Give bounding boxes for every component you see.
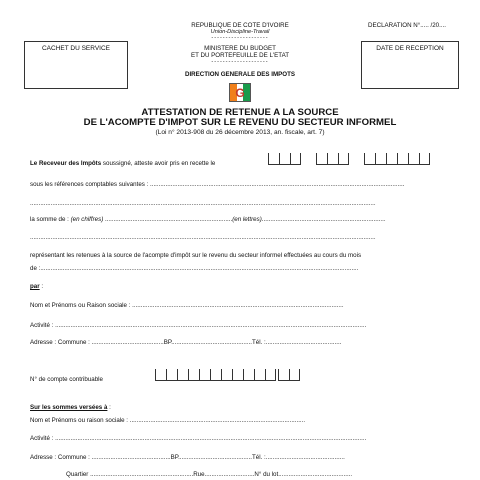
receveur-rest: soussigné, atteste avoir pris en recette le <box>101 160 216 167</box>
cachet-du-service-box <box>24 41 128 89</box>
date-day-cells[interactable] <box>268 153 301 165</box>
motto: Union-Discipline-Travail <box>210 29 270 35</box>
retenues-month-line[interactable]: de :......................................................................................................................................................................................... <box>30 265 359 272</box>
par-label-line <box>30 283 43 290</box>
ministry-line1: MINISTERE DU BUDGET <box>204 45 276 52</box>
date-month-cells[interactable] <box>316 153 349 165</box>
date-reception-box <box>361 41 459 89</box>
date-year-cells[interactable] <box>364 153 430 165</box>
adresse-field[interactable]: Adresse : Commune : ..........................................BP...............................................Tél. :............................................ <box>30 339 342 346</box>
cachet-label: CACHET DU SERVICE <box>41 45 111 52</box>
somme-line[interactable] <box>30 216 386 223</box>
par-label: par <box>30 283 40 290</box>
svg-text:G: G <box>235 86 245 100</box>
dgi-logo-icon <box>229 83 251 102</box>
law-reference: (Loi n° 2013-908 du 26 décembre 2013, an. fiscale, art. 7) <box>155 129 325 136</box>
separator-dashes: -------------------- <box>211 35 269 41</box>
receveur-line <box>30 160 215 167</box>
quartier-field[interactable]: Quartier ............................................................Rue.............................N° du lot........................................... <box>66 471 353 478</box>
sommes-colon: : <box>107 404 111 411</box>
par-colon: : <box>39 283 44 290</box>
somme-lettres: (en lettres) <box>232 216 262 223</box>
sommes-versees-line <box>30 404 111 411</box>
separator-dashes-2: -------------------- <box>211 59 269 65</box>
activite-field[interactable]: Activité : ..................................................................................................................................................................................... <box>30 322 367 329</box>
direction-title: DIRECTION GENERALE DES IMPOTS <box>184 71 295 78</box>
compte-contribuable-key-cells[interactable] <box>278 369 300 381</box>
nom-raison-sociale-field-2[interactable]: Nom et Prénoms ou raison sociale : ...................................................................................................... <box>30 417 306 424</box>
date-reception-label: DATE DE RECEPTION <box>376 45 444 52</box>
somme-tail: ........................................................................ <box>261 216 386 223</box>
adresse-field-2[interactable]: Adresse : Commune : ..............................................BP...........................................Tél. :.............................................. <box>30 454 345 461</box>
sommes-versees-label: Sur les sommes versées à <box>30 404 108 411</box>
attestation-title-line1: ATTESTATION DE RETENUE A LA SOURCE <box>141 107 339 118</box>
somme-continuation[interactable]: ......................................................................................................................................................................................................... <box>30 234 376 241</box>
republic-title: REPUBLIQUE DE COTE D'IVOIRE <box>191 22 289 29</box>
nom-raison-sociale-field[interactable]: Nom et Prénoms ou Raison sociale : ........................................................................................................................... <box>30 302 344 309</box>
compte-contribuable-cells[interactable] <box>155 369 276 381</box>
receveur-bold: Le Receveur des Impôts <box>30 160 102 167</box>
refs-comptables-continuation[interactable]: ......................................................................................................................................................................................................... <box>30 200 376 207</box>
ministry-line2: ET DU PORTEFEUILLE DE L'ETAT <box>190 52 290 59</box>
retenues-line1: représentant les retenues à la source de l'acompte d'impôt sur le revenu du secteur informel effectuées au cours du mois <box>30 252 362 259</box>
somme-chiffres: (en chiffres) <box>70 216 104 223</box>
somme-prefix: la somme de : <box>30 216 71 223</box>
refs-comptables-line[interactable]: sous les références comptables suivantes : .................................................................................................................................................... <box>30 181 405 188</box>
declaration-number: DECLARATION N°..... /20.... <box>368 22 447 29</box>
attestation-title-line2: DE L'ACOMPTE D'IMPOT SUR LE REVENU DU SECTEUR INFORMEL <box>83 117 397 128</box>
activite-field-2[interactable]: Activité : ..................................................................................................................................................................................... <box>30 435 367 442</box>
somme-dots: .......................................................................... <box>103 216 233 223</box>
compte-contribuable-label: N° de compte contribuable <box>30 376 103 383</box>
